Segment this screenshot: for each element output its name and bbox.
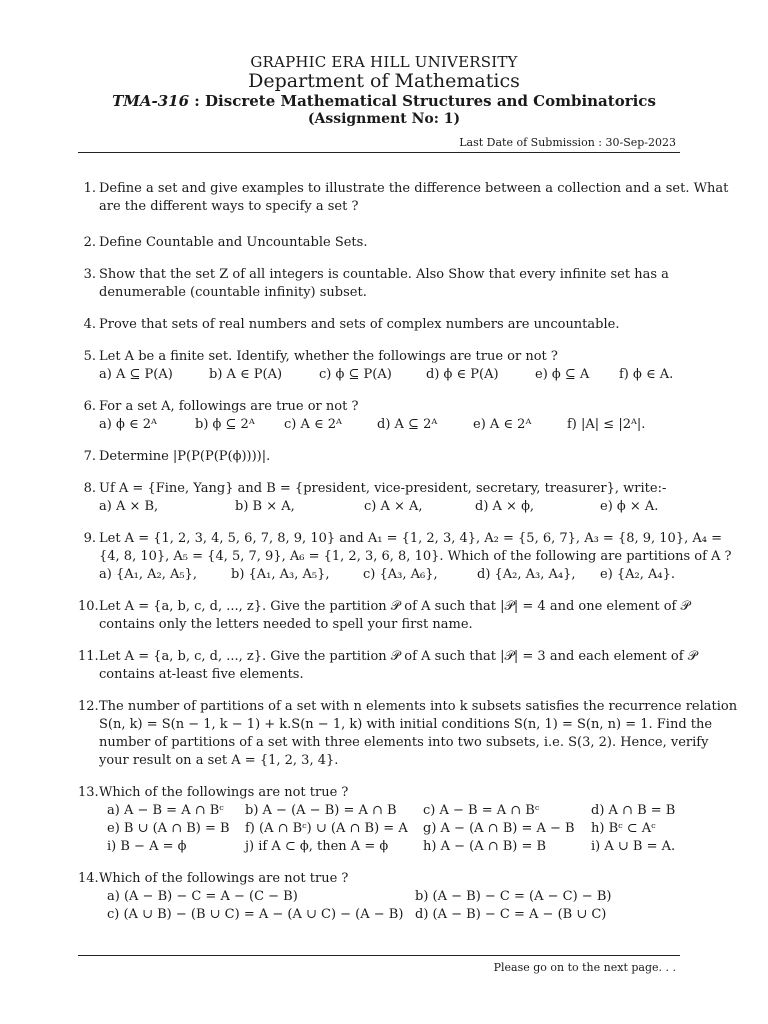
question-number: 7. xyxy=(83,449,96,464)
option: e) B ∪ (A ∩ B) = B xyxy=(107,821,230,836)
option-row xyxy=(99,820,678,838)
course-name: Discrete Mathematical Structures and Combinatorics xyxy=(205,92,656,110)
option-row xyxy=(99,838,678,856)
question-line: Determine |P(P(P(P(ϕ))))|. xyxy=(99,449,271,464)
question-line: contains at-least five elements. xyxy=(99,667,304,682)
option: j) if A ⊂ ϕ, then A = ϕ xyxy=(245,839,389,854)
option: h) A − (A ∩ B) = B xyxy=(423,839,547,854)
option: b) {A₁, A₃, A₅}, xyxy=(231,567,330,582)
question-line: Let A = {1, 2, 3, 4, 5, 6, 7, 8, 9, 10} and A₁ = {1, 2, 3, 4}, A₂ = {5, 6, 7}, A₃ = {8, 9, 10}, A₄ = xyxy=(99,531,722,546)
question-line: Show that the set Z of all integers is countable. Also Show that every infinite set has a xyxy=(99,267,669,282)
option: a) A − B = A ∩ Bᶜ xyxy=(107,803,224,818)
option: g) A − (A ∩ B) = A − B xyxy=(423,821,575,836)
question-11 xyxy=(78,648,698,684)
question-number: 4. xyxy=(83,317,96,332)
question-4 xyxy=(78,316,678,334)
question-line: Let A = {a, b, c, d, ..., z}. Give the partition 𝒫 of A such that |𝒫| = 3 and each element of 𝒫 xyxy=(99,649,698,664)
question-line: Which of the followings are not true ? xyxy=(99,871,349,886)
course-separator: : xyxy=(189,92,206,110)
option: b) A ∈ P(A) xyxy=(209,367,283,382)
option: a) A ⊆ P(A) xyxy=(99,367,173,382)
question-number: 6. xyxy=(83,399,96,414)
option: d) A ∩ B = B xyxy=(591,803,676,818)
option-row xyxy=(99,498,678,516)
question-line: contains only the letters needed to spell your first name. xyxy=(99,617,473,632)
question-1 xyxy=(78,180,729,216)
question-line: Define Countable and Uncountable Sets. xyxy=(99,235,368,250)
option: c) A − B = A ∩ Bᶜ xyxy=(423,803,540,818)
option-row xyxy=(99,566,678,584)
question-line: Let A = {a, b, c, d, ..., z}. Give the partition 𝒫 of A such that |𝒫| = 4 and one element of 𝒫 xyxy=(99,599,690,614)
question-number: 13. xyxy=(78,785,99,800)
submission-deadline: Last Date of Submission : 30-Sep-2023 xyxy=(459,136,676,149)
question-14 xyxy=(78,870,678,924)
option: d) ϕ ∈ P(A) xyxy=(426,367,499,382)
question-line: Prove that sets of real numbers and sets of complex numbers are uncountable. xyxy=(99,317,620,332)
next-page-note: Please go on to the next page. . . xyxy=(493,961,676,974)
option: e) ϕ ⊆ A xyxy=(535,367,590,382)
question-6 xyxy=(78,398,678,434)
option: b) A − (A − B) = A ∩ B xyxy=(245,803,397,818)
question-line: The number of partitions of a set with n elements into k subsets satisfies the recurrence relation xyxy=(99,699,738,714)
question-line: For a set A, followings are true or not ? xyxy=(99,399,359,414)
question-number: 5. xyxy=(83,349,96,364)
question-number: 12. xyxy=(78,699,99,714)
question-line: number of partitions of a set with three elements into two subsets, i.e. S(3, 2). Hence, verify xyxy=(99,735,709,750)
department-name: Department of Mathematics xyxy=(248,70,520,92)
option: d) {A₂, A₃, A₄}, xyxy=(477,567,576,582)
option: d) (A − B) − C = A − (B ∪ C) xyxy=(415,907,607,922)
university-name: GRAPHIC ERA HILL UNIVERSITY xyxy=(250,53,518,71)
question-number: 14. xyxy=(78,871,99,886)
question-number: 10. xyxy=(78,599,99,614)
course-code: TMA-316 xyxy=(112,92,190,110)
question-3 xyxy=(78,266,678,302)
option: c) A ∈ 2ᴬ xyxy=(284,417,342,432)
question-9 xyxy=(78,530,732,584)
option: i) A ∪ B = A. xyxy=(591,839,676,854)
course-title xyxy=(0,92,768,110)
question-8 xyxy=(78,480,678,516)
question-line: your result on a set A = {1, 2, 3, 4}. xyxy=(99,753,339,768)
question-line: Let A be a finite set. Identify, whether the followings are true or not ? xyxy=(99,349,558,364)
option: e) {A₂, A₄}. xyxy=(600,567,676,582)
option: e) ϕ × A. xyxy=(600,499,659,514)
option-row xyxy=(99,366,678,384)
option: b) (A − B) − C = (A − C) − B) xyxy=(415,889,612,904)
question-13 xyxy=(78,784,678,856)
option-row xyxy=(99,888,678,906)
header-divider xyxy=(78,152,680,153)
option: a) {A₁, A₂, A₅}, xyxy=(99,567,197,582)
question-line: {4, 8, 10}, A₅ = {4, 5, 7, 9}, A₆ = {1, 2, 3, 6, 8, 10}. Which of the following are partitions of A ? xyxy=(99,549,732,564)
option: f) |A| ≤ |2ᴬ|. xyxy=(567,417,646,432)
question-5 xyxy=(78,348,678,384)
option: c) {A₃, A₆}, xyxy=(363,567,438,582)
option: d) A ⊆ 2ᴬ xyxy=(377,417,438,432)
footer-divider xyxy=(78,955,680,956)
option: c) A × A, xyxy=(364,499,423,514)
question-12 xyxy=(78,698,738,770)
option: a) A × B, xyxy=(99,499,159,514)
option-row xyxy=(99,802,678,820)
question-number: 8. xyxy=(83,481,96,496)
question-7 xyxy=(78,448,678,466)
question-number: 2. xyxy=(83,235,96,250)
question-line: Which of the followings are not true ? xyxy=(99,785,349,800)
question-line: S(n, k) = S(n − 1, k − 1) + k.S(n − 1, k) with initial conditions S(n, 1) = S(n, n) = 1. Find the xyxy=(99,717,713,732)
question-10 xyxy=(78,598,690,634)
question-number: 11. xyxy=(78,649,99,664)
question-line: are the different ways to specify a set ? xyxy=(99,199,359,214)
option: d) A × ϕ, xyxy=(475,499,535,514)
assignment-number: (Assignment No: 1) xyxy=(307,111,461,127)
question-line: Define a set and give examples to illustrate the difference between a collection and a set. What xyxy=(99,181,729,196)
option: f) ϕ ∈ A. xyxy=(619,367,674,382)
question-line: denumerable (countable infinity) subset. xyxy=(99,285,367,300)
option: h) Bᶜ ⊂ Aᶜ xyxy=(591,821,656,836)
question-2 xyxy=(78,234,678,252)
question-line: Uf A = {Fine, Yang} and B = {president, vice-president, secretary, treasurer}, write:- xyxy=(99,481,667,496)
option: a) (A − B) − C = A − (C − B) xyxy=(107,889,298,904)
option: b) B × A, xyxy=(235,499,295,514)
option-row xyxy=(99,416,678,434)
question-number: 1. xyxy=(83,181,96,196)
option: c) (A ∪ B) − (B ∪ C) = A − (A ∪ C) − (A − B) xyxy=(107,907,404,922)
option: c) ϕ ⊆ P(A) xyxy=(319,367,392,382)
option: f) (A ∩ Bᶜ) ∪ (A ∩ B) = A xyxy=(245,821,408,836)
option: b) ϕ ⊆ 2ᴬ xyxy=(195,417,255,432)
option-row xyxy=(99,906,678,924)
option: e) A ∈ 2ᴬ xyxy=(473,417,532,432)
question-number: 3. xyxy=(83,267,96,282)
question-number: 9. xyxy=(83,531,96,546)
option: a) ϕ ∈ 2ᴬ xyxy=(99,417,157,432)
option: i) B − A = ϕ xyxy=(107,839,187,854)
